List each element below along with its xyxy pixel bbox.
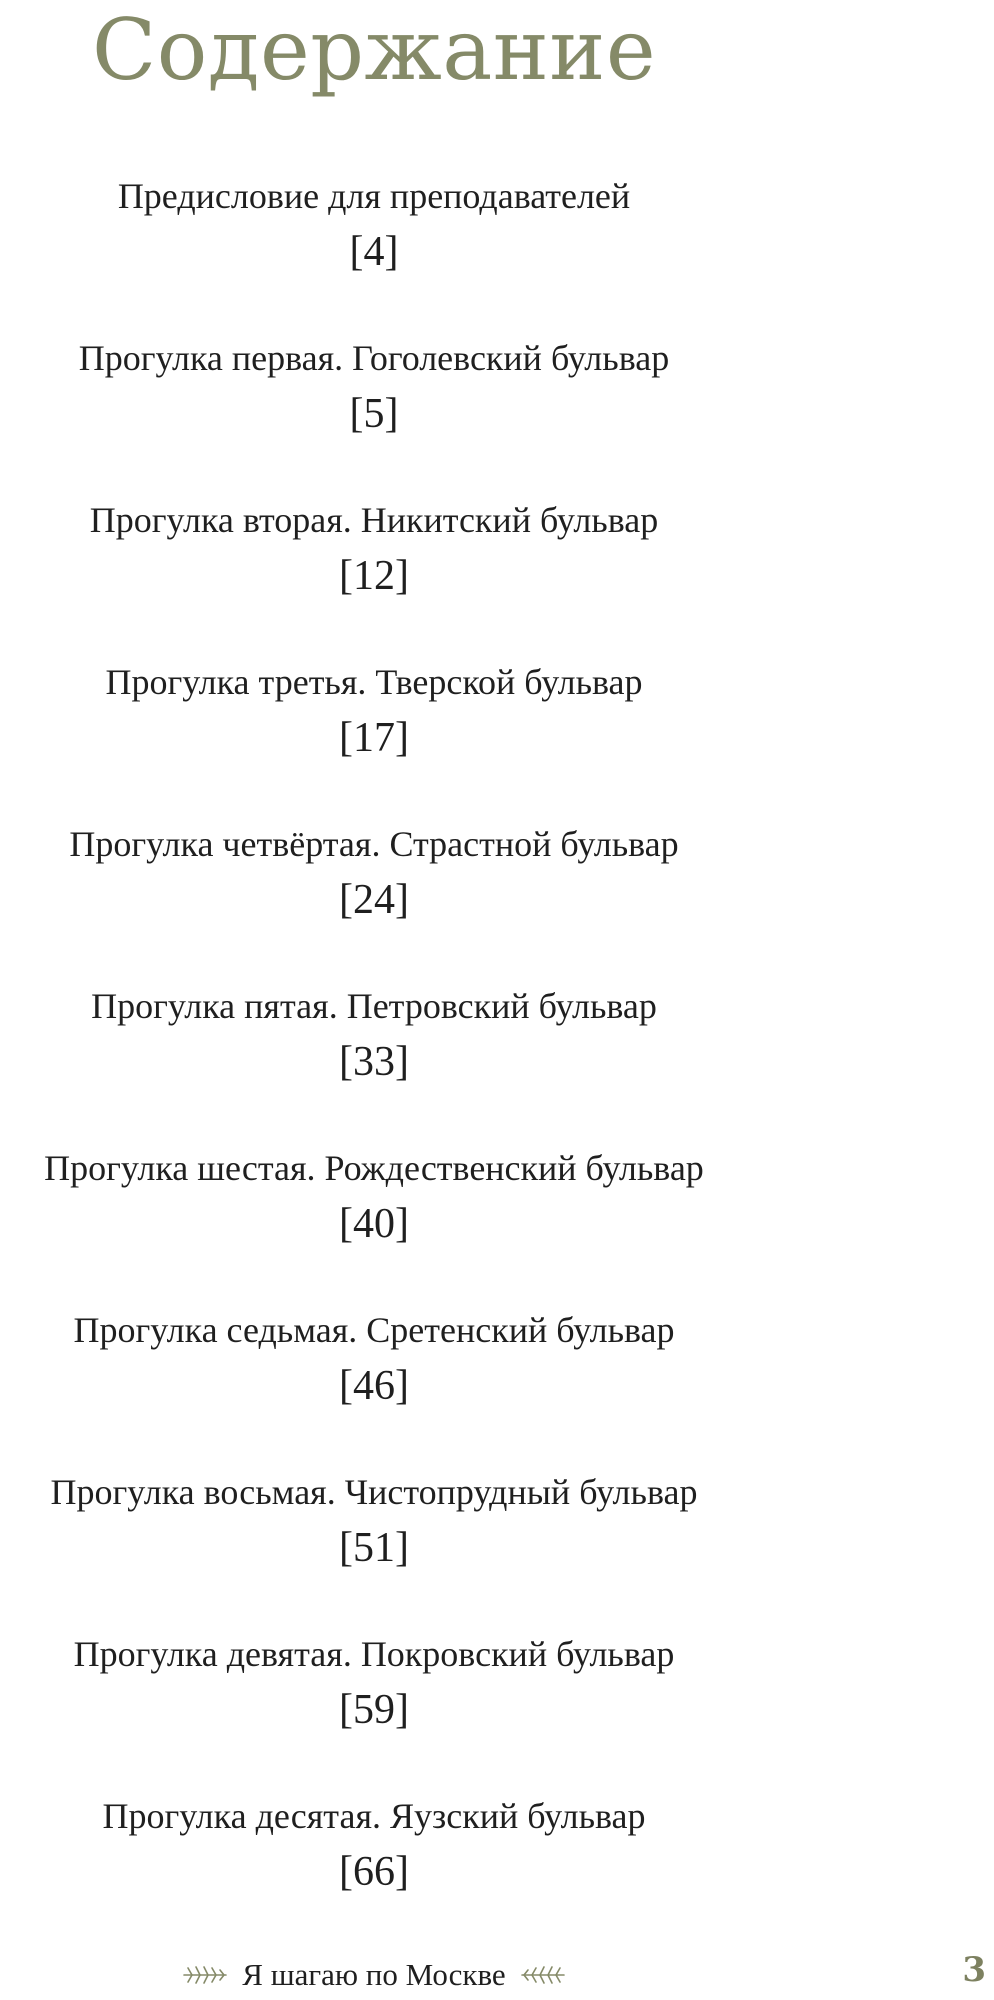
toc-entry-title[interactable]: Прогулка первая. Гоголевский бульвар (78, 338, 670, 378)
toc-entry[interactable] (0, 1148, 748, 1250)
toc-entry-page[interactable]: [51] (339, 1525, 409, 1571)
running-footer (0, 1952, 748, 1998)
toc-entry-page[interactable]: [12] (339, 553, 409, 599)
toc-entry-title[interactable]: Прогулка вторая. Никитский бульвар (89, 500, 659, 540)
sprig-ornament-left-icon (182, 1962, 230, 1988)
toc-entry-page[interactable]: [66] (339, 1849, 409, 1895)
toc-entry-title[interactable]: Прогулка четвёртая. Страстной бульвар (69, 824, 679, 864)
page-number: 3 (962, 1950, 986, 1990)
sprig-ornament-right-icon (518, 1962, 566, 1988)
toc-entry-page[interactable]: [24] (339, 877, 409, 923)
toc-entry-title[interactable]: Прогулка пятая. Петровский бульвар (91, 986, 657, 1026)
toc-entry-title[interactable]: Прогулка седьмая. Сретенский бульвар (73, 1310, 675, 1350)
toc-entry-title[interactable]: Прогулка восьмая. Чистопрудный бульвар (50, 1472, 698, 1512)
toc-entry[interactable] (0, 176, 748, 278)
toc-entry-page[interactable]: [59] (339, 1687, 409, 1733)
toc-entry-page[interactable]: [5] (349, 391, 399, 437)
toc-entry-page[interactable]: [4] (349, 229, 399, 275)
toc-entry-title[interactable]: Предисловие для преподавателей (117, 176, 631, 216)
toc-entry[interactable] (0, 824, 748, 926)
toc-entry[interactable] (0, 1796, 748, 1898)
page-title: Содержание (91, 1, 657, 99)
toc-entry-title[interactable]: Прогулка шестая. Рождественский бульвар (44, 1148, 704, 1188)
toc-entry-title[interactable]: Прогулка десятая. Яузский бульвар (102, 1796, 646, 1836)
toc-entry-page[interactable]: [33] (339, 1039, 409, 1085)
toc-entry[interactable] (0, 338, 748, 440)
toc-entry[interactable] (0, 986, 748, 1088)
toc-entry-page[interactable]: [17] (339, 715, 409, 761)
toc-entry[interactable] (0, 1472, 748, 1574)
toc-entry[interactable] (0, 1634, 748, 1736)
toc-entry[interactable] (0, 500, 748, 602)
running-title: Я шагаю по Москве (242, 1957, 506, 1992)
toc-entry[interactable] (0, 1310, 748, 1412)
toc-entry-title[interactable]: Прогулка третья. Тверской бульвар (105, 662, 643, 702)
toc-entry-page[interactable]: [46] (339, 1363, 409, 1409)
toc-entry-page[interactable]: [40] (339, 1201, 409, 1247)
toc-entry[interactable] (0, 662, 748, 764)
toc-entry-title[interactable]: Прогулка девятая. Покровский бульвар (73, 1634, 675, 1674)
